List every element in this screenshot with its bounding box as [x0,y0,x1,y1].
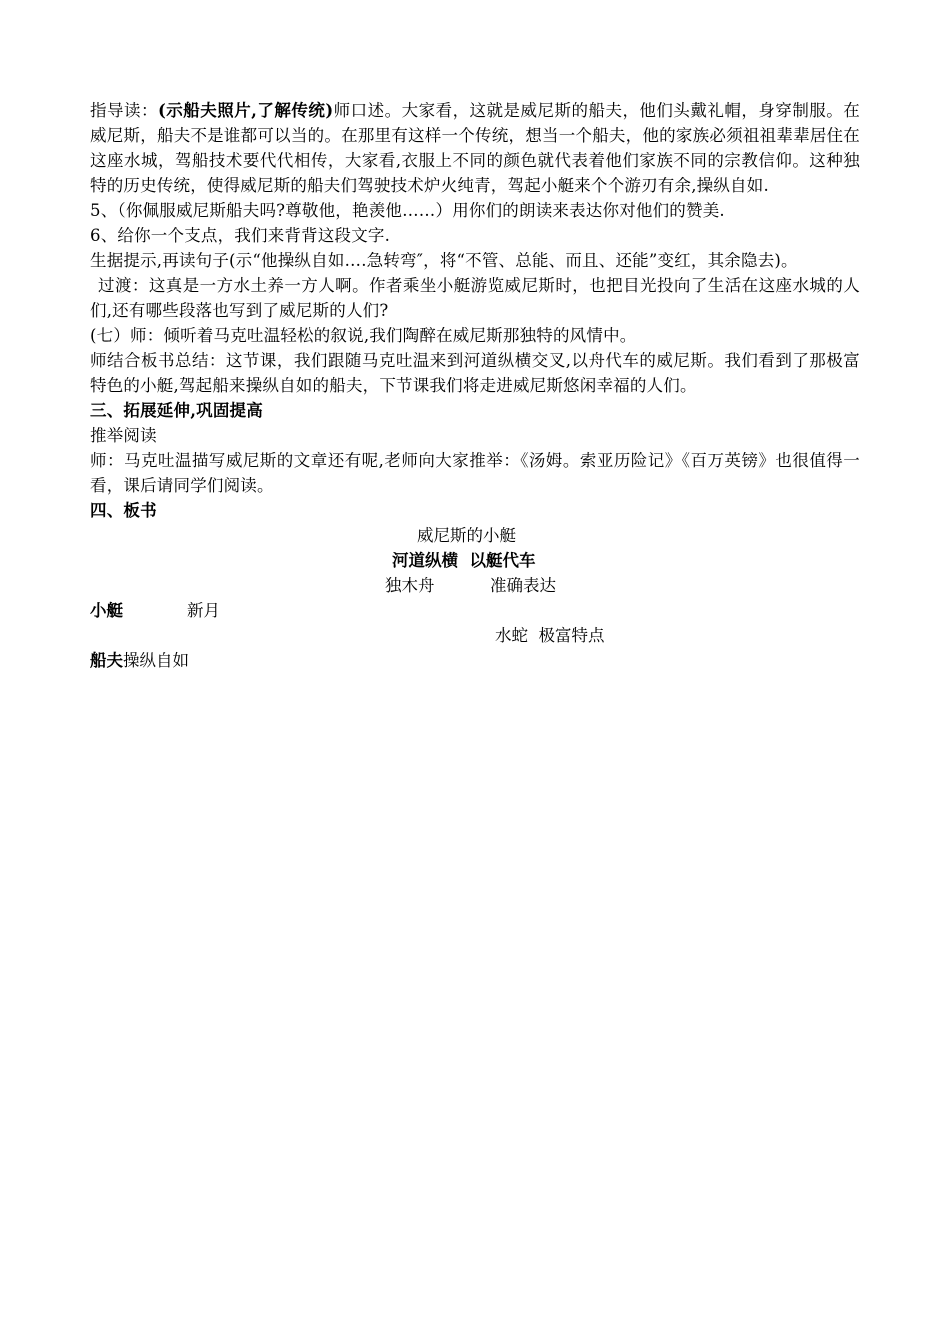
paragraph-prompt-reading: 生据提示,再读句子(示“他操纵自如….急转弯″，将“不管、总能、而且、还能”变红，其余隐去)。 [90,251,798,270]
paragraph-recommended-reading: 推举阅读 [90,426,157,445]
paragraph-transition: 过渡：这真是一方水土养一方人啊。作者乘坐小艇游览威尼斯时，也把目光投向了生活在这座水城的人们,还有哪些段落也写到了威尼斯的人们? [90,276,860,320]
board-dugout-canoe: 独木舟 [385,576,435,595]
guided-reading-lead: 指导读： [90,101,158,120]
board-title: 威尼斯的小艇 [417,526,516,545]
guided-reading-bold-note: (示船夫照片,了解传统) [157,101,334,120]
paragraph-step-5: 5、（你佩服威尼斯船夫吗?尊敬他，艳羡他……）用你们的朗读来表达你对他们的赞美. [90,201,725,220]
board-boat-crescent: 新月 [187,601,220,620]
board-subtitle: 河道纵横 以艇代车 [392,551,536,570]
section-heading-extension: 三、拓展延伸,巩固提高 [90,401,263,420]
board-precise-expression: 准确表达 [490,576,556,595]
board-boatman-label: 船夫 [90,651,123,670]
blackboard-outline [90,523,860,673]
board-boatman-value: 操纵自如 [123,651,189,670]
board-boatman-line [90,648,189,673]
paragraph-step-7: (七）师：倾听着马克吐温轻松的叙说,我们陶醉在威尼斯那独特的风情中。 [90,326,637,345]
board-boat-label: 小艇 [90,601,123,620]
paragraph-reading-list: 师：马克吐温描写威尼斯的文章还有呢,老师向大家推举：《汤姆。索亚历险记》《百万英镑》也很值得一看，课后请同学们阅读。 [90,451,860,495]
paragraph-guided-reading [90,98,860,198]
board-water-snake: 水蛇 极富特点 [495,626,605,645]
guided-reading-text: 师口述。大家看，这就是威尼斯的船夫，他们头戴礼帽，身穿制服。在威尼斯，船夫不是谁都可以当的。在那里有这样一个传统，想当一个船夫，他的家族必须祖祖辈辈居住在这座水城，驾船技术要代代相传，大家看,衣服上不同的颜色就代表着他们家族不同的宗教信仰。这种独特的历史传统，使得威尼斯的船夫们驾驶技术炉火纯青，驾起小艇来个个游刃有余,操纵自如. [90,101,860,195]
paragraph-summary: 师结合板书总结：这节课，我们跟随马克吐温来到河道纵横交叉,以舟代车的威尼斯。我们看到了那极富特色的小艇,驾起船来操纵自如的船夫，下节课我们将走进威尼斯悠闲幸福的人们。 [90,351,860,395]
section-heading-board: 四、板书 [90,501,157,520]
paragraph-step-6: 6、给你一个支点，我们来背背这段文字. [90,226,391,245]
document-page [90,98,860,673]
